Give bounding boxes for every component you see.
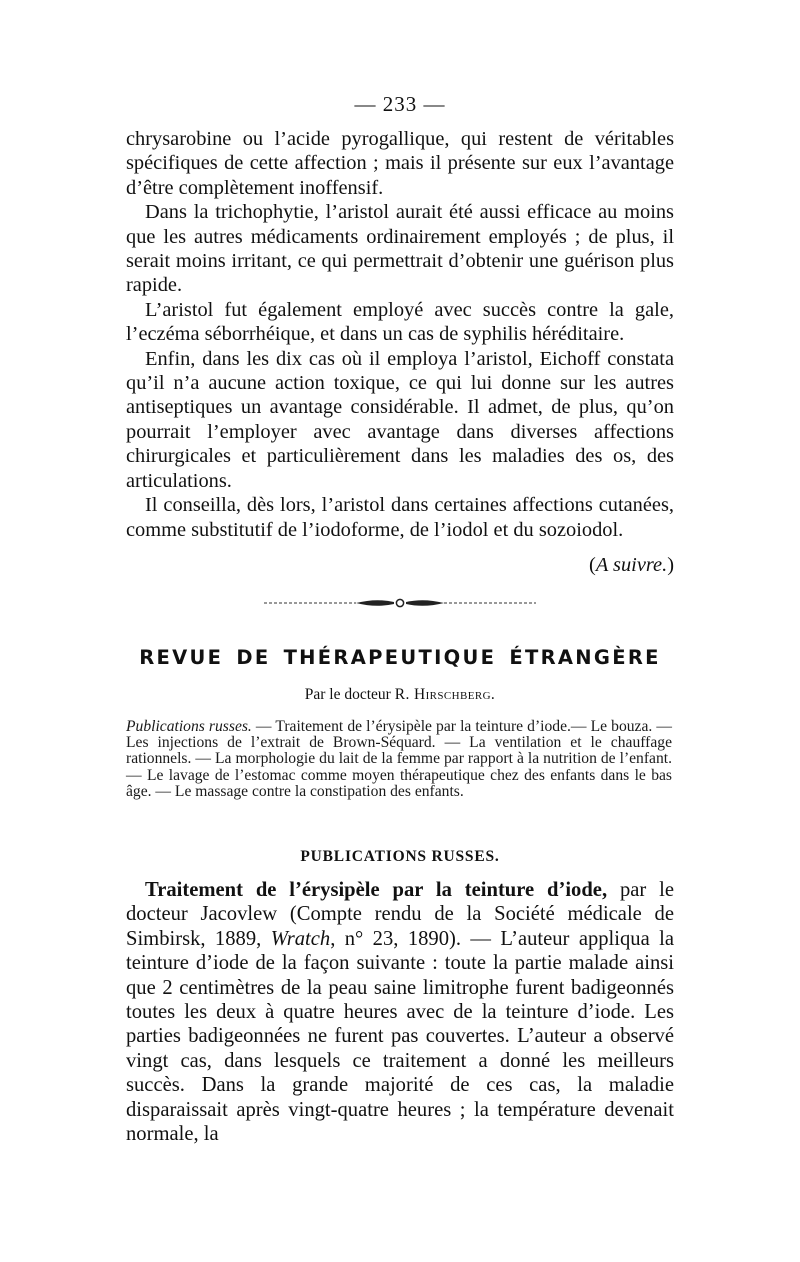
article-text-part: par le docteur Jacovlew (Compte rendu de la Société médicale de Simbirsk, 1889, — [126, 879, 674, 950]
paragraph: Il conseilla, dès lors, l’aristol dans certaines affections cutanées, comme substitutif de l’iodoforme, de l’iodol et du sozoiodol. — [126, 494, 674, 541]
article-text — [126, 878, 674, 1146]
paragraph: Enfin, dans les dix cas où il employa l’aristol, Eichoff constata qu’il n’a aucune action toxique, ce qui lui donne sur les autres antiseptiques un avantage considérable. Il admet, de plus, qu’on pourrait l’employer avec avantage dans diverses affections chirurgicales et particulièrement dans les maladies des os, des articulations. — [126, 347, 674, 492]
summary-label: Publications russes. — [126, 718, 252, 735]
byline-author: R. Hirschberg. — [394, 686, 496, 703]
to-be-continued: (A suivre.) — [589, 554, 674, 576]
byline-prefix: Par le docteur — [304, 686, 391, 703]
section-summary — [126, 719, 672, 800]
ornament-divider — [264, 596, 536, 610]
paragraph: L’aristol fut également employé avec succès contre la gale, l’eczéma séborrhéique, et dans un cas de syphilis héréditaire. — [126, 298, 674, 346]
article-text-part: , n° 23, 1890). — L’auteur appliqua la teinture d’iode de la façon suivante : toute la partie malade ainsi que 2 centimètres de la peau saine limitrophe furent badigeonnés toutes les deux à quatre heures avec de la teinture d’iode. Les parties badigeonnées ne furent pas couvertes. L’auteur a observé vingt cas, dans lesquels ce traitement a donné les meilleurs succès. Dans la grande majorité de ces cas, la maladie disparaissait après vingt-quatre heures ; la température devenait normale, la — [126, 927, 674, 1146]
section-title: REVUE DE THÉRAPEUTIQUE ÉTRANGÈRE — [139, 646, 661, 669]
ornament-center-ring — [396, 599, 403, 606]
journal-name: Wratch — [270, 927, 331, 950]
to-be-continued-text: A suivre. — [595, 554, 668, 576]
article-paragraph — [126, 878, 674, 1146]
paragraph: chrysarobine ou l’acide pyrogallique, qui restent de véritables spécifiques de cette affection ; mais il présente sur eux l’avantage d’être complètement inoffensif. — [126, 128, 674, 199]
continued-text — [126, 127, 674, 542]
subheading: PUBLICATIONS RUSSES. — [300, 848, 500, 865]
article-lead: Traitement de l’érysipèle par la teinture d’iode, — [145, 879, 608, 901]
paragraph: Dans la trichophytie, l’aristol aurait été aussi efficace au moins que les autres médicaments ordinairement employés ; de plus, il serait moins irritant, ce qui permettrait d’obtenir une guérison plus rapide. — [126, 201, 674, 297]
page-number: — 233 — — [354, 92, 446, 116]
summary-text: — Traitement de l’érysipèle par la teinture d’iode.— Le bouza. — Les injections de l’extrait de Brown-Séquard. — La ventilation et le chauffage rationnels. — La morphologie du lait de la femme par rapport à la nutrition de l’enfant. — Le lavage de l’estomac comme moyen thérapeutique chez des enfants dans le bas âge. — Le massage contre la constipation des enfants. — [126, 718, 672, 800]
ornament-right-swell — [406, 600, 444, 606]
byline — [0, 686, 800, 704]
ornament-left-swell — [356, 600, 394, 606]
